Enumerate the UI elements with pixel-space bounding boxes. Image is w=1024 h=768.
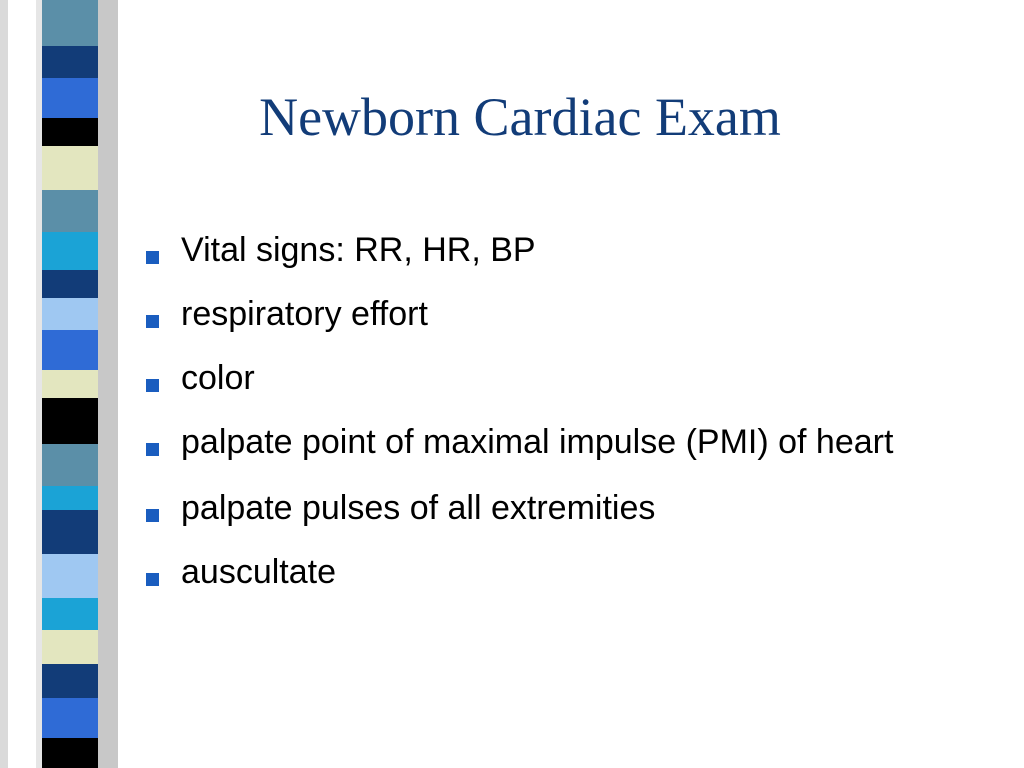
bullet-text: Vital signs: RR, HR, BP <box>181 231 536 269</box>
bullet-item-vital-signs <box>144 226 994 274</box>
stripe-segment <box>42 232 98 270</box>
stripe-segment <box>42 298 98 330</box>
stripe-segment <box>42 510 98 554</box>
stripe-segment <box>42 664 98 698</box>
square-bullet-icon <box>146 443 159 456</box>
slide-title: Newborn Cardiac Exam <box>259 87 781 147</box>
stripe-segment <box>42 18 98 46</box>
stripe-segment <box>42 270 98 298</box>
bullet-item-auscultate <box>144 548 994 596</box>
square-bullet-icon <box>146 315 159 328</box>
stripe-segment <box>42 46 98 78</box>
stripe-segment <box>42 738 98 768</box>
stripe-segment <box>42 370 98 398</box>
stripe-segment <box>42 698 98 738</box>
bullet-text: palpate pulses of all extremities <box>181 489 656 527</box>
stripe-segment <box>42 78 98 118</box>
stripe-segment <box>42 146 98 190</box>
stripe-edge <box>36 0 42 768</box>
bullet-text: respiratory effort <box>181 295 428 333</box>
square-bullet-icon <box>146 379 159 392</box>
stripe-segment <box>42 118 98 146</box>
stripe-segment <box>42 554 98 598</box>
stripe-segment <box>42 190 98 232</box>
bullet-text: auscultate <box>181 553 336 591</box>
stripe-segment <box>42 444 98 486</box>
bullet-text: color <box>181 359 255 397</box>
bullet-item-palpate-pmi <box>144 418 994 466</box>
stripe-segment <box>42 630 98 664</box>
bullet-item-respiratory-effort <box>144 290 994 338</box>
decorative-stripe-bar <box>0 0 120 768</box>
bullet-text: palpate point of maximal impulse (PMI) of heart <box>181 423 894 461</box>
stripe-segment <box>42 330 98 370</box>
square-bullet-icon <box>146 573 159 586</box>
stripe-segment <box>42 0 98 18</box>
bullet-list <box>144 226 994 612</box>
square-bullet-icon <box>146 251 159 264</box>
stripe-segment <box>42 398 98 444</box>
square-bullet-icon <box>146 509 159 522</box>
bullet-item-color <box>144 354 994 402</box>
bullet-item-palpate-pulses <box>144 484 994 532</box>
stripe-segment <box>42 486 98 510</box>
stripe-segment <box>42 598 98 630</box>
